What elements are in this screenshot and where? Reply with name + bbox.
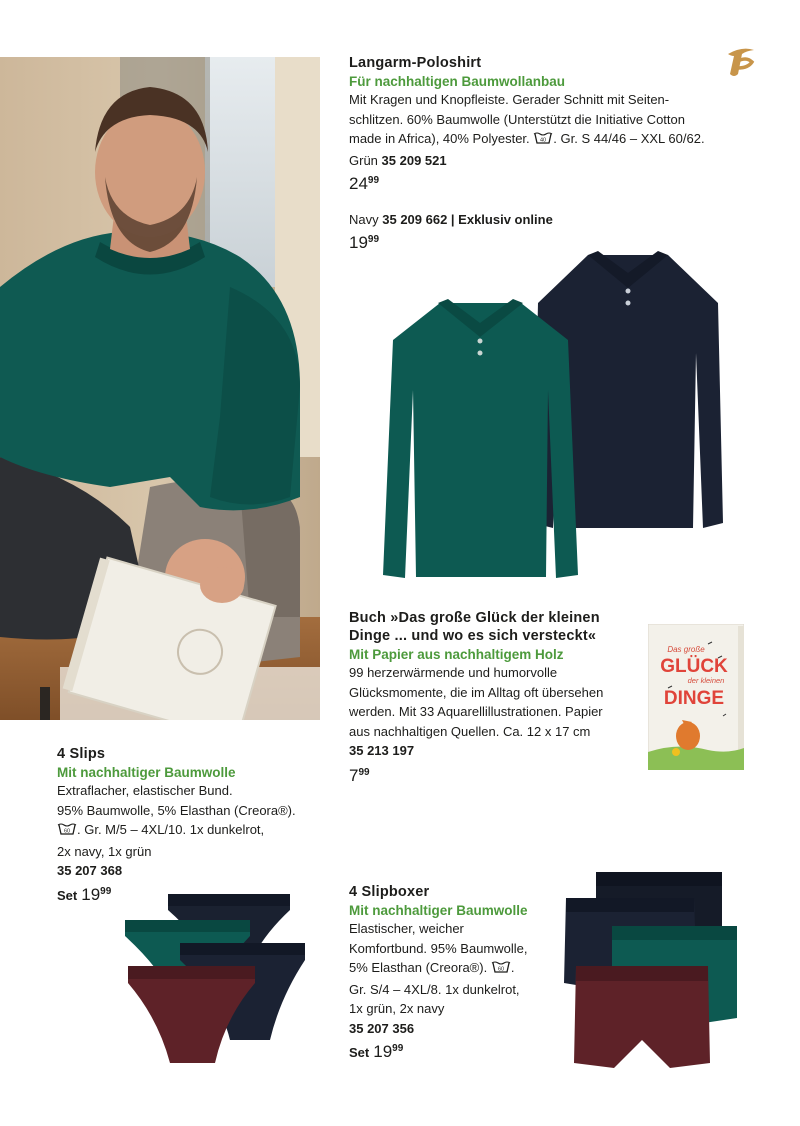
article-number: 35 209 662 | Exklusiv online xyxy=(382,212,553,227)
polo-desc-text: . Gr. S 44/46 – XXL 60/62. xyxy=(553,131,705,146)
book-subtitle: Mit Papier aus nachhaltigem Holz xyxy=(349,647,564,662)
green-polo-illustration xyxy=(378,295,583,580)
svg-text:60: 60 xyxy=(63,828,71,835)
polo-desc-line: schlitzen. 60% Baumwolle (Unterstützt die Initiative Cotton xyxy=(349,111,685,127)
color-label: Navy xyxy=(349,212,379,227)
cover-glueck-text: GLÜCK xyxy=(660,656,728,677)
cover-dinge-text: DINGE xyxy=(663,688,725,709)
price-decimal: 99 xyxy=(367,175,380,186)
boxer-section xyxy=(349,884,564,1062)
polo-description xyxy=(349,90,779,170)
boxer-title: 4 Slipboxer xyxy=(349,884,430,900)
slips-image[interactable] xyxy=(120,888,315,1068)
boxer-desc-line: 1x grün, 2x navy xyxy=(349,1001,445,1016)
slips-desc-line xyxy=(57,820,337,842)
slips-desc-line: 95% Baumwolle, 5% Elasthan (Creora®). xyxy=(57,802,296,818)
price-integer: 19 xyxy=(373,1042,393,1061)
cover-top-text: Das große xyxy=(667,645,705,654)
article-number: 35 209 521 xyxy=(381,152,447,168)
man-reading-illustration xyxy=(0,57,320,720)
article-number: 35 207 356 xyxy=(349,1020,415,1036)
polo-desc-line xyxy=(349,129,779,151)
polo-section xyxy=(349,55,779,253)
set-label: Set xyxy=(57,887,78,903)
polo-desc-text: made in Africa), 40% Polyester. xyxy=(349,131,530,146)
boxer-desc-line: Gr. S/4 – 4XL/8. 1x dunkelrot, xyxy=(349,981,520,997)
price-integer: 7 xyxy=(349,765,359,785)
book-desc-line: aus nachhaltigen Quellen. Ca. 12 x 17 cm xyxy=(349,723,591,739)
washing-care-icon xyxy=(533,131,553,151)
color-label: Grün xyxy=(349,152,378,168)
book-section xyxy=(349,610,649,786)
price-integer: 19 xyxy=(81,884,101,904)
washing-care-icon xyxy=(491,960,511,980)
article-number: 35 207 368 xyxy=(57,863,123,878)
cover-mid-text: der kleinen xyxy=(687,676,725,685)
book-cover-image[interactable] xyxy=(648,624,744,770)
slips-description xyxy=(57,781,337,881)
boxer-price xyxy=(349,1042,564,1062)
set-label: Set xyxy=(349,1045,370,1060)
svg-text:60: 60 xyxy=(497,966,504,973)
boxer-desc-line: 5% Elasthan (Creora®). 60 . xyxy=(349,958,564,980)
book-desc-line: 99 herzerwärmende und humorvolle xyxy=(349,665,558,680)
slips-desc-line: Extraflacher, elastischer Bund. xyxy=(57,783,233,798)
slips-title: 4 Slips xyxy=(57,746,106,762)
slips-desc-line: 2x navy, 1x grün xyxy=(57,843,152,859)
article-number: 35 213 197 xyxy=(349,743,415,758)
price-decimal: 99 xyxy=(367,233,380,245)
boxer-desc-line: Komfortbund. 95% Baumwolle, xyxy=(349,940,528,956)
price-integer: 24 xyxy=(349,174,368,193)
price-decimal: 99 xyxy=(392,1043,404,1054)
green-polo-image[interactable] xyxy=(378,295,583,580)
slips-section xyxy=(57,746,337,905)
slips-subtitle: Mit nachhaltiger Baumwolle xyxy=(57,765,236,780)
slips-illustration xyxy=(120,888,315,1068)
price-decimal: 99 xyxy=(358,766,370,778)
polo-navy-article xyxy=(349,210,779,230)
book-price xyxy=(349,766,649,786)
boxer-subtitle: Mit nachhaltiger Baumwolle xyxy=(349,903,528,918)
boxer-desc-text: 5% Elasthan (Creora®). xyxy=(349,960,488,975)
washing-care-icon xyxy=(57,822,77,842)
price-decimal: 99 xyxy=(100,885,112,897)
svg-text:40: 40 xyxy=(540,137,547,144)
book-cover-illustration xyxy=(648,624,744,770)
price-integer: 19 xyxy=(349,232,368,252)
boxer-image[interactable] xyxy=(562,868,740,1073)
lifestyle-photo xyxy=(0,57,320,720)
boxer-desc-line: Elastischer, weicher xyxy=(349,921,464,936)
book-desc-line: werden. Mit 33 Aquarellillustrationen. Papier xyxy=(349,704,603,719)
polo-desc-line: Mit Kragen und Knopfleiste. Gerader Schnitt mit Seiten- xyxy=(349,92,670,107)
book-title xyxy=(349,610,649,644)
book-title-line: Buch »Das große Glück der kleinen xyxy=(349,610,600,626)
boxer-illustration xyxy=(562,868,740,1073)
slips-desc-text: . Gr. M/5 – 4XL/10. 1x dunkelrot, xyxy=(77,822,265,837)
polo-subtitle: Für nachhaltigen Baumwollanbau xyxy=(349,74,566,89)
book-description xyxy=(349,663,649,761)
polo-title: Langarm-Poloshirt xyxy=(349,55,482,71)
polo-green-article xyxy=(349,151,779,171)
book-title-line: Dinge ... und wo es sich versteckt« xyxy=(349,628,597,644)
book-desc-line: Glücksmomente, die im Alltag oft übersehen xyxy=(349,684,604,700)
polo-green-price xyxy=(349,174,779,194)
boxer-description xyxy=(349,919,564,1038)
